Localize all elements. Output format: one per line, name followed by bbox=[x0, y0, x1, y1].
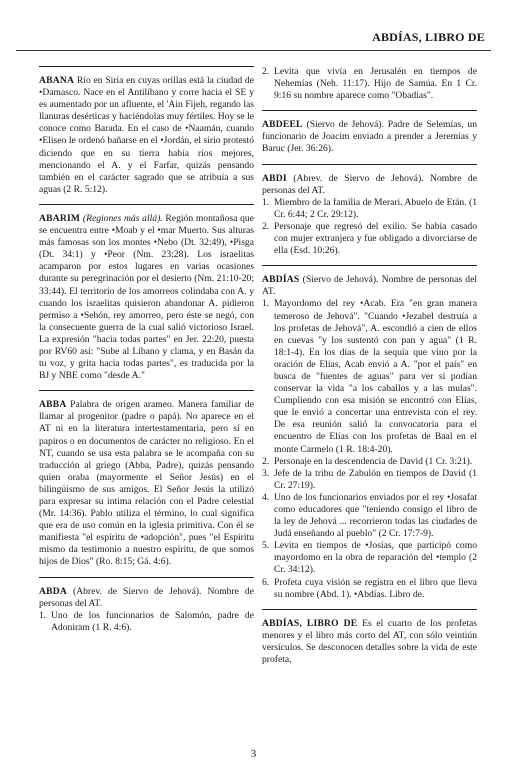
header-rule bbox=[16, 50, 491, 51]
list-item-number: 1. bbox=[262, 298, 270, 310]
list-item: 1. Mayordomo del rey •Acab. Era "en gran manera temeroso de Jehová". "Cuando •Jezabel destruía a los profetas de Jehová", A. escondió a cien de ellos en cuevas "y los sustentó con pan y agua" (1 R. 18:1-4). En los días de la sequía que vino por la oración de Elías, Acab envió a A. "por el país" en busca de "fuentes de aguas" para ver si podían conservar la vida "a los caballos y a las mulas". Cumpliendo con esa misión se encontró con Elías, que le envió a concertar una entrevista con el rey. De esa reunión salió la convocatoria para el encuentro de Elías con los profetas de Baal en el monte Carmelo (1 R. 18:4-20). bbox=[262, 298, 477, 455]
list-item: 2. Levita que vivía en Jerusalén en tiempos de Nehemías (Neh. 11:17). Hijo de Samúa. En 1 Cr. 9:16 su nombre aparece como "Obadías". bbox=[262, 66, 477, 102]
entry-abda-continued bbox=[262, 66, 477, 102]
entry-divider bbox=[262, 265, 477, 266]
entry-headword: ABDI bbox=[262, 172, 287, 184]
list-item: 5. Levita en tiempos de •Josías, que participó como mayordomo en la obra de reparación del •templo (2 Cr. 34:12). bbox=[262, 540, 477, 576]
entry-abba-body bbox=[39, 399, 254, 568]
entry-abdeel-body bbox=[262, 119, 477, 155]
entry-text: Región montañosa que se encuentra entre •Moab y el •mar Muerto. Sus alturas más famosas son los montes •Nebo (Dt. 32:49), •Pisga (Dt. 34:1) y •Peor (Nm. 23:28). Los israelitas acamparon por estos lugares en varias ocasiones durante su peregrinación por el desierto (Nm. 21:10-20; 33:44). El territorio de los amorreos colindaba con A. y cuando los israelitas quisieron abandonar A. pidieron permiso a •Sehón, rey amorreo, pero éste se negó, con la consecuente guerra de la cual salió victorioso Israel. La expresión "hacia todas partes" en Jer. 22:20, puesta por RV60 así: "Sube al Líbano y clama, y en Basán da tu voz, y grita hacia todas partes", es traducida por la BJ y NBE como "desde A." bbox=[39, 212, 254, 382]
entry-divider bbox=[39, 577, 254, 578]
entry-abda-body bbox=[39, 586, 254, 610]
running-header: ABDÍAS, LIBRO DE bbox=[372, 30, 485, 44]
entry-abdeel bbox=[262, 119, 477, 155]
right-column bbox=[262, 66, 477, 674]
entry-abba bbox=[39, 399, 254, 568]
entry-abdi bbox=[262, 173, 477, 258]
list-item: 2. Personaje que regresó del exilio. Se había casado con mujer extranjera y fue obligado a divorciarse de ella (Esd. 10:26). bbox=[262, 220, 477, 257]
entry-headword: ABDEEL bbox=[262, 119, 303, 131]
entry-divider bbox=[39, 66, 254, 67]
list-item-number: 2. bbox=[262, 66, 270, 77]
list-item: 6. Profeta cuya visión se registra en el libro que lleva su nombre (Abd. 1). •Abdías. Libro de. bbox=[262, 576, 477, 600]
entry-divider bbox=[262, 164, 477, 165]
entry-intro: (Siervo de Jehová). Nombre de personas del AT. bbox=[262, 274, 477, 298]
entry-headword: ABDÍAS, LIBRO DE bbox=[262, 617, 358, 629]
entry-abdias bbox=[262, 274, 477, 601]
entry-abana bbox=[39, 75, 254, 196]
list-item: 4. Uno de los funcionarios enviados por el rey •Josafat como educadores que "teniendo consigo el libro de la ley de Jehová ... recorrieron todas las ciudades de Judá enseñando al pueblo" (2 Cr. 17:7-9). bbox=[262, 491, 477, 540]
list-item-number: 4. bbox=[262, 491, 270, 503]
entry-gloss: (Regiones más allá). bbox=[82, 212, 163, 224]
entry-headword: ABANA bbox=[39, 75, 75, 86]
entry-intro: (Abrev. de Siervo de Jehová). Nombre de personas del AT. bbox=[262, 172, 477, 196]
entry-headword: ABDÍAS bbox=[262, 274, 300, 286]
entry-abda-list-continued bbox=[262, 66, 477, 102]
list-item: 1. Uno de los funcionarios de Salomón, padre de Adoniram (1 R. 4:6). bbox=[39, 609, 254, 633]
entry-abarim bbox=[39, 213, 254, 382]
entry-abdias-body bbox=[262, 274, 477, 298]
list-item: 3. Jefe de la tribu de Zabulón en tiempos de David (1 Cr. 27:19). bbox=[262, 467, 477, 491]
entry-intro: (Abrev. de Siervo de Jehová). Nombre de personas del AT. bbox=[39, 585, 254, 609]
entry-abda bbox=[39, 586, 254, 634]
left-column bbox=[39, 66, 254, 642]
entry-headword: ABBA bbox=[39, 399, 67, 411]
entry-headword: ABDA bbox=[39, 585, 67, 597]
list-item: 1. Miembro de la familia de Merari. Abuelo de Etán. (1 Cr. 6:44; 2 Cr. 29:12). bbox=[262, 196, 477, 220]
entry-text: (Siervo de Jehová). Padre de Selemías, un funcionario de Joacim enviado a prender a Jeremías y Baruc (Jer. 36:26). bbox=[262, 119, 477, 155]
entry-divider bbox=[39, 204, 254, 205]
entry-headword: ABARIM bbox=[39, 212, 81, 224]
list-item-number: 3. bbox=[262, 467, 270, 479]
entry-divider bbox=[262, 609, 477, 610]
list-item: 2. Personaje en la descendencia de David (1 Cr. 3:21). bbox=[262, 455, 473, 467]
entry-abda-list bbox=[39, 610, 254, 634]
list-item-number: 2. bbox=[262, 220, 270, 232]
entry-divider bbox=[262, 110, 477, 111]
entry-abarim-body bbox=[39, 213, 254, 382]
entry-abana-body bbox=[39, 75, 254, 196]
entry-divider bbox=[39, 390, 254, 391]
entry-text: Es el cuarto de los profetas menores y el libro más corto del AT, con sólo veintiún versículos. Se desconocen detalles sobre la vida de este profeta, bbox=[262, 617, 477, 666]
entry-abdias-list bbox=[262, 298, 477, 600]
page-number: 3 bbox=[250, 748, 257, 760]
entry-abdias-libro bbox=[262, 618, 477, 666]
entry-abdi-body bbox=[262, 173, 477, 197]
entry-abdi-list bbox=[262, 197, 477, 257]
list-item-number: 2. bbox=[262, 455, 270, 467]
list-item-number: 1. bbox=[262, 196, 270, 208]
entry-text: Palabra de origen arameo. Manera familiar de llamar al progenitor (padre o papá). No aparece en el AT ni en la literatura intertestamentaria, pero sí en papiros o en documentos de carácter no religioso. En el NT, cuando se usa esta palabra se le acompaña con su traducción al griego (Abba, Padre), quizás pensando quien oraba (mayormente el Señor Jesús) en el bilingüismo de sus amigos. El Señor Jesús la utilizó para expresar su íntima relación con el Padre celestial (Mr. 14:36). Pablo utiliza el término, lo cual significa que era de uso común en la iglesia primitiva. Con él se manifiesta "el espíritu de •adopción", pues "el Espíritu mismo da testimonio a nuestro espíritu, de que somos hijos de Dios" (Ro. 8:15; Gá. 4:6). bbox=[39, 399, 254, 568]
list-item-number: 5. bbox=[262, 540, 270, 552]
entry-text: Río en Siria en cuyas orillas está la ciudad de •Damasco. Nace en el Antilíbano y corre hacia el SE y es aumentado por un afluente, el 'Ain Fijeh, regando las llanuras desérticas y haciéndolas muy fértiles. Hoy se le conoce como Barada. En el caso de •Naamán, cuando •Eliseo le ordenó bañarse en el •Jordán, el sirio protestó diciendo que en su tierra había ríos mejores, mencionando el A. y el Farfar, quizás pensando también en el carácter sagrado que se atribuía a sus aguas (2 R. 5:12). bbox=[39, 75, 254, 195]
list-item-number: 6. bbox=[262, 576, 270, 588]
list-item-number: 1. bbox=[39, 609, 47, 621]
entry-abdias-libro-body bbox=[262, 618, 477, 666]
